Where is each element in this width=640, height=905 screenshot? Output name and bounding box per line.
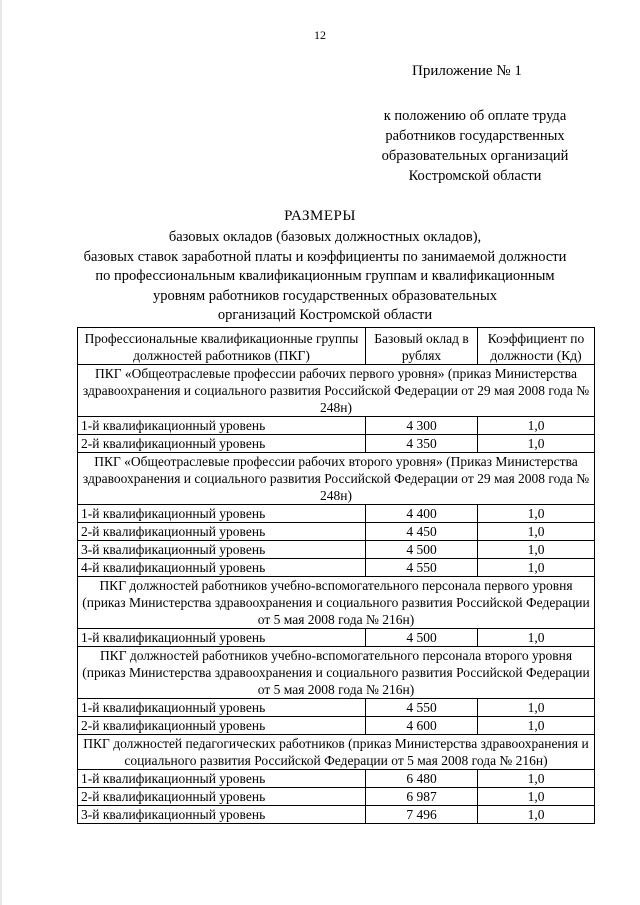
group-title: ПКГ должностей работников учебно-вспомогательного персонала первого уровня (приказ Министерства здравоохранения и социального развития Российской Федерации от 5 мая 2008 года № 216н) <box>78 577 595 629</box>
regulation-line: к положению об оплате труда <box>383 108 567 124</box>
level-cell: 2-й квалификационный уровень <box>78 523 366 541</box>
salary-cell: 6 480 <box>366 770 478 788</box>
coefficient-cell: 1,0 <box>478 770 595 788</box>
appendix-label: Приложение № 1 <box>412 63 522 79</box>
header-salary: Базовый оклад в рублях <box>366 328 478 365</box>
salary-cell: 4 350 <box>366 435 478 453</box>
salary-cell: 7 496 <box>366 806 478 824</box>
subtitle-line: уровням работников государственных образовательных <box>152 287 498 304</box>
level-cell: 1-й квалификационный уровень <box>78 417 366 435</box>
table-row <box>78 541 595 559</box>
group-title: ПКГ должностей педагогических работников (приказ Министерства здравоохранения и социального развития Российской Федерации от 5 мая 2008 года № 216н) <box>78 735 595 770</box>
coefficient-cell: 1,0 <box>478 541 595 559</box>
regulation-line: Костромской области <box>408 168 542 184</box>
level-cell: 1-й квалификационный уровень <box>78 505 366 523</box>
table-row <box>78 417 595 435</box>
salary-cell: 4 500 <box>366 629 478 647</box>
document-subtitle <box>65 228 585 326</box>
salary-cell: 4 450 <box>366 523 478 541</box>
table-body <box>78 365 595 824</box>
subtitle-line: базовых окладов (базовых должностных окладов), <box>168 229 482 245</box>
table-row <box>78 523 595 541</box>
subtitle-line: организаций Костромской области <box>217 307 433 323</box>
level-cell: 3-й квалификационный уровень <box>78 541 366 559</box>
table-header-row <box>78 328 595 365</box>
salary-cell: 4 500 <box>366 541 478 559</box>
salary-cell: 4 550 <box>366 559 478 577</box>
table-row <box>78 435 595 453</box>
group-title-row <box>78 365 595 417</box>
header-coefficient: Коэффициент по должности (Кд) <box>478 328 595 365</box>
table-row <box>78 699 595 717</box>
table-row <box>78 788 595 806</box>
coefficient-cell: 1,0 <box>478 523 595 541</box>
level-cell: 1-й квалификационный уровень <box>78 629 366 647</box>
document-title: РАЗМЕРЫ <box>284 208 356 224</box>
group-title: ПКГ должностей работников учебно-вспомогательного персонала второго уровня (приказ Министерства здравоохранения и социального развития Российской Федерации от 5 мая 2008 года № 216н) <box>78 647 595 699</box>
subtitle-line: базовых ставок заработной платы и коэффициенты по занимаемой должности <box>83 248 567 265</box>
salary-table <box>77 327 595 824</box>
coefficient-cell: 1,0 <box>478 717 595 735</box>
table-row <box>78 806 595 824</box>
regulation-reference <box>355 106 595 186</box>
coefficient-cell: 1,0 <box>478 435 595 453</box>
level-cell: 2-й квалификационный уровень <box>78 717 366 735</box>
table-row <box>78 770 595 788</box>
table-row <box>78 505 595 523</box>
group-title-row <box>78 577 595 629</box>
level-cell: 2-й квалификационный уровень <box>78 435 366 453</box>
group-title-row <box>78 453 595 505</box>
coefficient-cell: 1,0 <box>478 629 595 647</box>
salary-cell: 4 550 <box>366 699 478 717</box>
salary-cell: 4 300 <box>366 417 478 435</box>
coefficient-cell: 1,0 <box>478 559 595 577</box>
coefficient-cell: 1,0 <box>478 806 595 824</box>
level-cell: 4-й квалификационный уровень <box>78 559 366 577</box>
subtitle-line: по профессиональным квалификационным группам и квалификационным <box>95 268 555 284</box>
salary-cell: 4 600 <box>366 717 478 735</box>
scan-edge <box>0 0 2 905</box>
coefficient-cell: 1,0 <box>478 417 595 435</box>
group-title-row <box>78 735 595 770</box>
salary-cell: 4 400 <box>366 505 478 523</box>
group-title-row <box>78 647 595 699</box>
header-group: Профессиональные квалификационные группы должностей работников (ПКГ) <box>78 328 366 365</box>
level-cell: 1-й квалификационный уровень <box>78 770 366 788</box>
salary-cell: 6 987 <box>366 788 478 806</box>
level-cell: 3-й квалификационный уровень <box>78 806 366 824</box>
group-title: ПКГ «Общеотраслевые профессии рабочих второго уровня» (Приказ Министерства здравоохранения и социального развития Российской Федерации от 29 мая 2008 года № 248н) <box>78 453 595 505</box>
page-number: 12 <box>314 28 326 42</box>
group-title: ПКГ «Общеотраслевые профессии рабочих первого уровня» (приказ Министерства здравоохранения и социального развития Российской Федерации от 29 мая 2008 года № 248н) <box>78 365 595 417</box>
level-cell: 1-й квалификационный уровень <box>78 699 366 717</box>
table-row <box>78 559 595 577</box>
regulation-line: работников государственных <box>385 128 565 144</box>
coefficient-cell: 1,0 <box>478 699 595 717</box>
coefficient-cell: 1,0 <box>478 788 595 806</box>
coefficient-cell: 1,0 <box>478 505 595 523</box>
salary-table-container <box>77 327 594 824</box>
table-row <box>78 629 595 647</box>
level-cell: 2-й квалификационный уровень <box>78 788 366 806</box>
regulation-line: образовательных организаций <box>381 148 569 164</box>
table-row <box>78 717 595 735</box>
